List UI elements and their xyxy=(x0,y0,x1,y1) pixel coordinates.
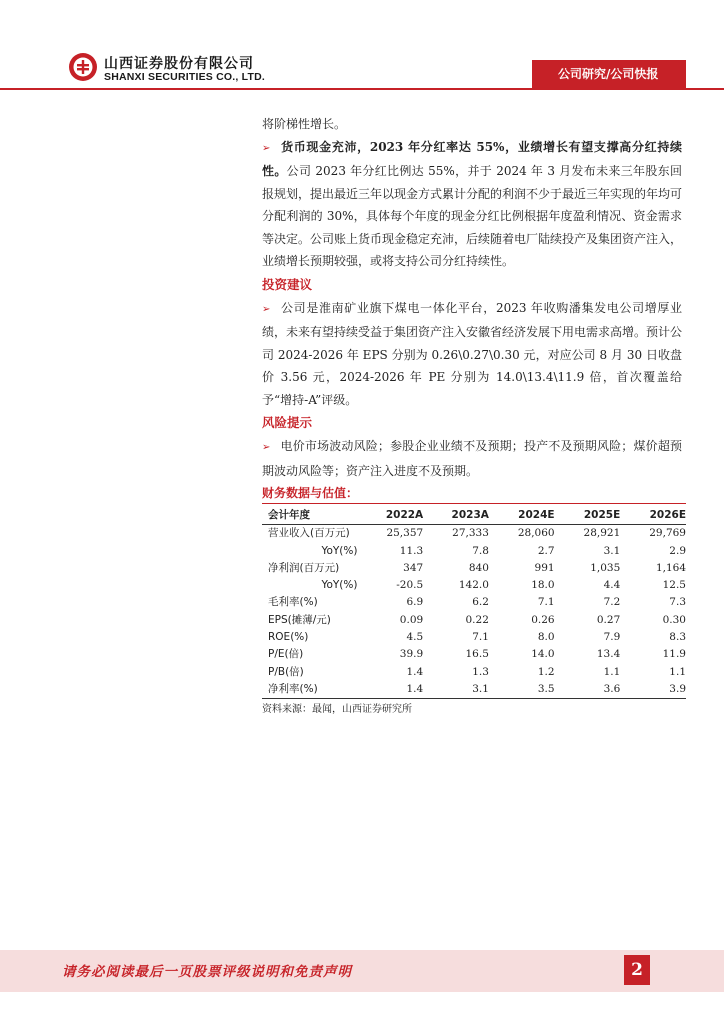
table-row xyxy=(262,664,686,681)
bullet-arrow-icon: ➢ xyxy=(262,303,271,315)
year-header: 2025E xyxy=(583,509,621,521)
table-cell: 16.5 xyxy=(465,648,489,661)
row-label: 净利率(%) xyxy=(268,682,318,695)
dividend-text: 公司 2023 年分红比例达 55%，并于 2024 年 3 月发布未来三年股东回报规划，提出最近三年以现金方式累计分配的利润不少于最近三年实现的年均可分配利润的 30%，具体每个年度的现金分红比例根据年度盈利情况、资金需求等决定。公司账上货币现金稳定充沛，后续随着电厂陆续投产及集团资产注入，业绩增长预期较强，或将支持公司分红持续性。 xyxy=(262,164,683,268)
row-label: 营业收入(百万元) xyxy=(268,527,350,540)
table-cell: 18.0 xyxy=(531,579,555,592)
section-risk-heading: 风险提示 xyxy=(262,415,313,430)
table-source-note: 资料来源：最闻，山西证券研究所 xyxy=(262,704,412,715)
table-cell: 1.1 xyxy=(603,665,621,678)
year-header: 2026E xyxy=(649,509,686,521)
table-cell: 7.1 xyxy=(537,596,555,609)
table-row xyxy=(262,629,686,646)
table-row xyxy=(262,577,686,594)
table-cell: 29,769 xyxy=(649,527,686,540)
table-cell: 6.2 xyxy=(472,596,489,609)
bullet-arrow-icon: ➢ xyxy=(262,142,271,154)
table-cell: 7.9 xyxy=(603,631,621,644)
table-cell: 8.3 xyxy=(669,631,686,644)
table-row xyxy=(262,681,686,699)
table-cell: 0.26 xyxy=(531,613,555,626)
report-body xyxy=(262,113,682,482)
table-cell: 1.1 xyxy=(669,665,686,678)
table-cell: 8.0 xyxy=(537,631,555,644)
table-cell: 0.09 xyxy=(399,613,424,626)
invest-text: 公司是淮南矿业旗下煤电一体化平台，2023 年收购潘集发电公司增厚业绩，未来有望持续受益于集团资产注入安徽省经济发展下用电需求高增。预计公司 2024-2026 年 EPS 分别为 0.26\0.27\0.30 元，对应公司 8 月 30 日收盘价 3.56 元，2024-2026 年 PE 分别为 14.0\13.4\11.9 倍，首次覆盖给予“增持-A”评级。 xyxy=(262,300,683,407)
table-cell: 347 xyxy=(403,561,424,574)
table-cell: 0.30 xyxy=(662,613,686,626)
table-row xyxy=(262,612,686,629)
company-logo-icon xyxy=(68,52,98,82)
table-cell: 2.9 xyxy=(669,544,686,557)
table-cell: 28,060 xyxy=(517,527,555,540)
table-cell: 4.4 xyxy=(603,579,621,592)
report-type-tab: 公司研究/公司快报 xyxy=(532,60,686,88)
table-cell: 991 xyxy=(534,561,555,574)
financial-table-title: 财务数据与估值： xyxy=(262,486,359,500)
row-label: ROE(%) xyxy=(268,631,309,644)
table-cell: 142.0 xyxy=(458,579,489,592)
table-cell: 6.9 xyxy=(406,596,424,609)
paragraph-risk xyxy=(262,435,682,482)
table-cell: 3.9 xyxy=(669,682,686,695)
table-cell: 25,357 xyxy=(386,527,424,540)
table-cell: 27,333 xyxy=(452,527,489,540)
table-cell: 12.5 xyxy=(662,579,686,592)
year-header: 2022A xyxy=(385,509,424,521)
table-cell: 1.4 xyxy=(406,682,424,695)
table-cell: 7.3 xyxy=(669,596,686,609)
table-cell: 3.1 xyxy=(603,544,621,557)
table-cell: 13.4 xyxy=(596,648,621,661)
table-row xyxy=(262,646,686,663)
table-cell: 7.1 xyxy=(472,631,489,644)
year-header: 2024E xyxy=(518,509,555,521)
table-cell: -20.5 xyxy=(396,579,424,592)
year-header: 2023A xyxy=(451,509,489,521)
table-row xyxy=(262,525,686,543)
paragraph-continued: 将阶梯性增长。 xyxy=(262,117,347,131)
financial-title-rule xyxy=(262,503,686,504)
row-label: 毛利率(%) xyxy=(268,596,318,609)
table-cell: 1,035 xyxy=(590,561,621,574)
financial-table xyxy=(262,507,686,699)
row-label: 净利润(百万元) xyxy=(268,561,340,574)
paragraph-invest xyxy=(262,297,682,412)
table-cell: 3.6 xyxy=(603,682,621,695)
table-cell: 3.5 xyxy=(537,682,555,695)
table-cell: 1.4 xyxy=(406,665,424,678)
table-cell: 2.7 xyxy=(537,544,555,557)
table-cell: 11.3 xyxy=(399,544,424,557)
page-header xyxy=(0,0,724,100)
bullet-arrow-icon: ➢ xyxy=(262,442,271,453)
table-cell: 4.5 xyxy=(406,631,424,644)
table-cell: 1,164 xyxy=(655,561,686,574)
row-label: YoY(%) xyxy=(321,544,358,557)
header-divider xyxy=(0,88,724,90)
row-label: P/B(倍) xyxy=(268,665,304,678)
financial-table-body xyxy=(262,525,686,699)
section-invest-heading: 投资建议 xyxy=(262,276,313,292)
table-cell: 1.3 xyxy=(472,665,489,678)
risk-text: 电价市场波动风险；参股企业业绩不及预期；投产不及预期风险；煤价超预期波动风险等；资产注入进度不及预期。 xyxy=(262,439,682,478)
row-label: P/E(倍) xyxy=(268,648,304,661)
table-cell: 3.1 xyxy=(472,682,489,695)
row-label: EPS(摊薄/元) xyxy=(268,613,331,626)
table-cell: 11.9 xyxy=(662,648,686,661)
table-cell: 14.0 xyxy=(531,648,555,661)
table-cell: 0.27 xyxy=(596,613,621,626)
table-cell: 28,921 xyxy=(583,527,621,540)
dividend-headline: 货币现金充沛，2023 年分红率达 55%，业绩增长有望支撑高分红持续性。 xyxy=(262,139,682,178)
row-label: YoY(%) xyxy=(321,579,358,592)
table-cell: 840 xyxy=(468,561,489,574)
table-row xyxy=(262,543,686,560)
table-cell: 39.9 xyxy=(399,648,424,661)
paragraph-dividend xyxy=(262,136,682,273)
table-row xyxy=(262,560,686,577)
company-name-en: SHANXI SECURITIES CO., LTD. xyxy=(104,71,265,83)
table-cell: 7.2 xyxy=(603,596,621,609)
table-row xyxy=(262,594,686,611)
footer-disclaimer: 请务必阅读最后一页股票评级说明和免责声明 xyxy=(62,964,352,980)
table-cell: 1.2 xyxy=(537,665,555,678)
table-cell: 0.22 xyxy=(465,613,489,626)
header-label: 会计年度 xyxy=(268,509,310,521)
page-number: 2 xyxy=(624,955,650,985)
table-cell: 7.8 xyxy=(472,544,489,557)
company-name-cn: 山西证券股份有限公司 xyxy=(104,56,254,72)
table-header-row xyxy=(262,507,686,525)
